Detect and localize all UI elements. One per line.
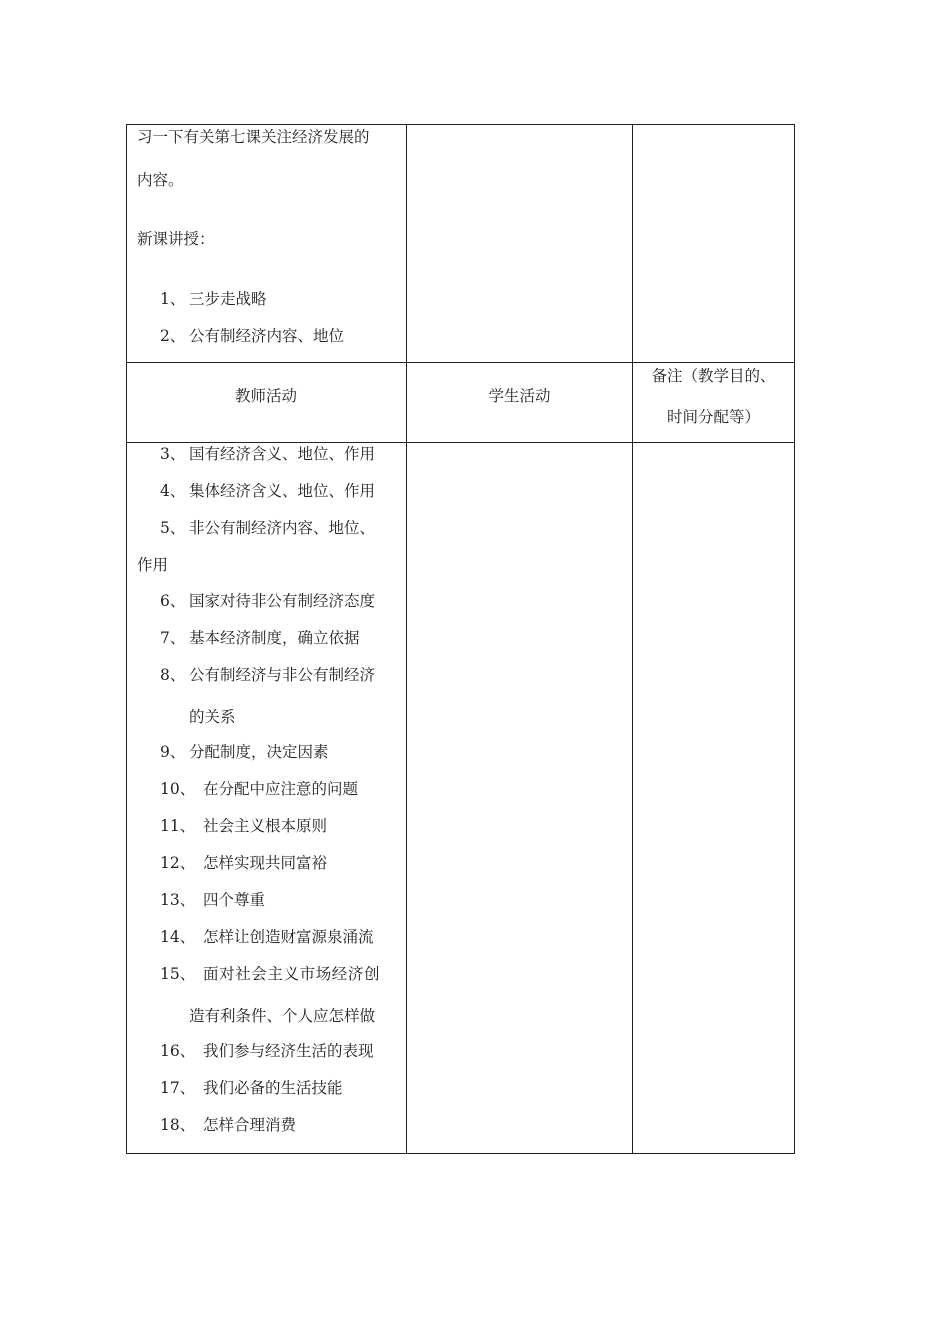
item-number: 12、 — [160, 854, 196, 872]
item-number: 6、 — [160, 592, 186, 610]
item-text: 怎样合理消费 — [203, 1116, 297, 1134]
item-text: 社会主义根本原则 — [203, 817, 328, 835]
item-number: 15、 — [160, 965, 196, 983]
item-number: 14、 — [160, 928, 196, 946]
item-text: 国有经济含义、地位、作用 — [189, 445, 376, 463]
intro-text-line1: 习一下有关第七课关注经济发展的 — [137, 128, 370, 146]
item-number: 17、 — [160, 1079, 196, 1097]
item-text: 我们参与经济生活的表现 — [203, 1042, 374, 1060]
item-text: 三步走战略 — [189, 290, 267, 308]
row1-student-cell — [407, 124, 632, 362]
item-text: 基本经济制度，确立依据 — [189, 629, 360, 647]
new-lesson-heading: 新课讲授： — [137, 230, 215, 248]
notes-header-line1: 备注（教学目的、 — [651, 367, 776, 385]
item-text: 怎样实现共同富裕 — [203, 854, 328, 872]
item-text: 非公有制经济内容、地位、 — [189, 519, 376, 537]
row3-student-cell — [407, 443, 632, 1153]
item-number: 18、 — [160, 1116, 196, 1134]
item-text: 集体经济含义、地位、作用 — [189, 482, 376, 500]
row3-teacher-cell — [126, 443, 406, 1153]
item-text: 面对社会主义市场经济创 — [203, 965, 381, 983]
item-text-continuation: 的关系 — [189, 708, 236, 726]
item-number: 9、 — [160, 743, 186, 761]
item-number: 2、 — [160, 327, 186, 345]
item-text: 分配制度，决定因素 — [189, 743, 329, 761]
item-text-continuation: 造有利条件、个人应怎样做 — [189, 1007, 376, 1025]
item-text: 公有制经济与非公有制经济 — [189, 666, 376, 684]
item-number: 10、 — [160, 780, 196, 798]
item-text: 国家对待非公有制经济态度 — [189, 592, 376, 610]
row3-notes-cell — [633, 443, 794, 1153]
item-text: 四个尊重 — [203, 891, 266, 909]
item-text: 公有制经济内容、地位 — [189, 327, 345, 345]
lesson-plan-table — [126, 124, 795, 1154]
item-number: 5、 — [160, 519, 186, 537]
notes-header-line2: 时间分配等） — [666, 408, 760, 426]
row1-teacher-cell — [126, 124, 406, 362]
item-text: 怎样让创造财富源泉涌流 — [203, 928, 374, 946]
intro-text-line2: 内容。 — [137, 171, 184, 189]
item-number: 7、 — [160, 629, 186, 647]
item-text: 我们必备的生活技能 — [203, 1079, 343, 1097]
item-number: 8、 — [160, 666, 186, 684]
item-number: 16、 — [160, 1042, 196, 1060]
item-number: 4、 — [160, 482, 186, 500]
item-number: 11、 — [160, 817, 196, 835]
item-number: 3、 — [160, 445, 186, 463]
table-border-right — [794, 124, 795, 1154]
item-number: 1、 — [160, 290, 186, 308]
teacher-activity-header: 教师活动 — [234, 387, 297, 405]
table-border-bottom — [126, 1153, 795, 1154]
item-number: 13、 — [160, 891, 196, 909]
row-divider-1 — [126, 362, 795, 363]
student-activity-header: 学生活动 — [488, 387, 551, 405]
item-text: 在分配中应注意的问题 — [203, 780, 359, 798]
row1-notes-cell — [633, 124, 794, 362]
item-text-continuation: 作用 — [137, 556, 169, 574]
